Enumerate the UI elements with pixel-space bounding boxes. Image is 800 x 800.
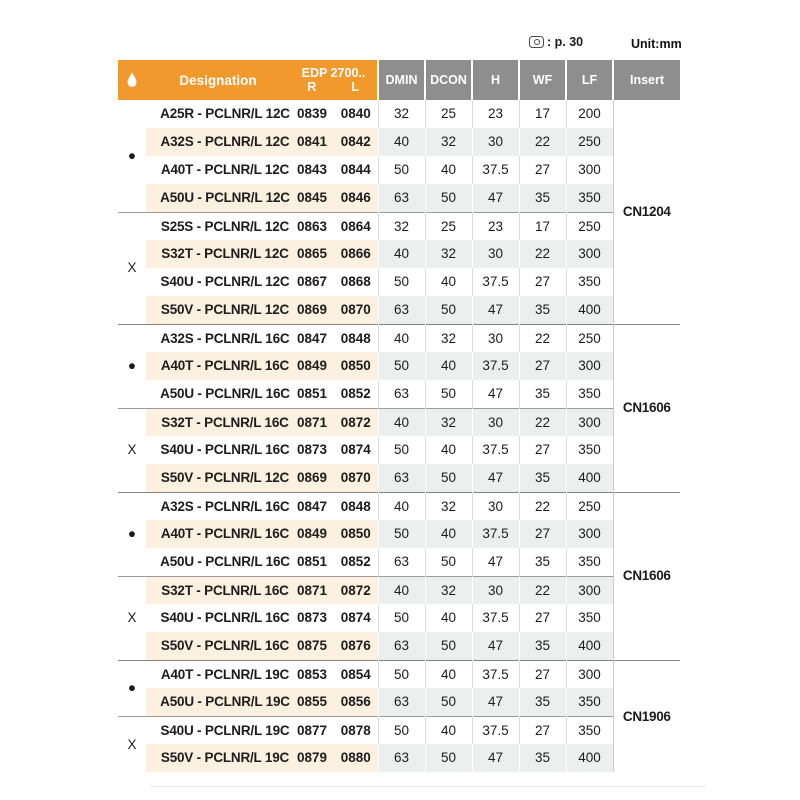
dcon-cell: 50: [425, 688, 472, 716]
designation-cell: A50U - PCLNR/L 12C: [146, 184, 290, 212]
h-cell: 47: [472, 688, 519, 716]
table-row: [118, 464, 680, 492]
edp-l-cell: 0872: [334, 576, 378, 604]
edp-l-cell: 0868: [340, 274, 371, 290]
h-cell: 23: [472, 212, 519, 240]
dcon-cell: 50: [425, 296, 472, 324]
insert-shape-icon-circle: [534, 39, 540, 45]
dmin-cell: 40: [378, 128, 425, 156]
droplet-icon: [118, 72, 146, 88]
coolant-marker-dot: ●: [118, 492, 146, 576]
lf-cell: 400: [566, 296, 613, 324]
wf-cell: 35: [519, 184, 566, 212]
h-cell: 47: [472, 548, 519, 576]
wf-cell: 35: [519, 548, 566, 576]
lf-cell: 250: [566, 128, 613, 156]
designation-cell: A40T - PCLNR/L 19C: [146, 660, 290, 688]
edp-l-cell: 0880: [334, 744, 378, 772]
dcon-cell: 50: [425, 548, 472, 576]
dmin-cell: 63: [378, 548, 425, 576]
lf-cell: 350: [566, 604, 613, 632]
lf-cell: 300: [566, 576, 613, 604]
coolant-marker-dot: ●: [118, 100, 146, 212]
wf-cell: 22: [519, 240, 566, 268]
h-cell: 37.5: [472, 520, 519, 548]
wf-cell: 27: [519, 436, 566, 464]
dmin-cell: 63: [378, 380, 425, 408]
wf-cell: 17: [519, 100, 566, 128]
table-body: [118, 100, 680, 772]
h-cell: 37.5: [472, 268, 519, 296]
wf-cell: 27: [519, 716, 566, 744]
wf-cell: 22: [519, 576, 566, 604]
lf-cell: 300: [566, 408, 613, 436]
designation-cell: S50V - PCLNR/L 19C: [146, 744, 290, 772]
edp-l-cell: 0854: [334, 660, 378, 688]
edp-r-cell: 0841: [290, 128, 334, 156]
dmin-cell: 32: [378, 100, 425, 128]
table-row: [118, 352, 680, 380]
designation-cell: S50V - PCLNR/L 16C: [146, 632, 290, 660]
insert-shape-note-label: : p. 30: [547, 35, 584, 49]
edp-r-cell: 0869: [290, 464, 334, 492]
dmin-cell: 50: [378, 352, 425, 380]
dcon-cell: 32: [425, 492, 472, 520]
table-header-row: [118, 60, 680, 100]
dcon-cell: 32: [425, 324, 472, 352]
table-row: [118, 492, 680, 520]
dmin-cell: 40: [378, 576, 425, 604]
lf-cell: 350: [566, 548, 613, 576]
h-cell: 37.5: [472, 716, 519, 744]
wf-cell: 27: [519, 352, 566, 380]
wf-cell: 22: [519, 492, 566, 520]
table-row: [118, 184, 680, 212]
table-row: [118, 716, 680, 744]
edp-l-cell: 0850: [334, 520, 378, 548]
wf-cell: 35: [519, 380, 566, 408]
wf-cell: 27: [519, 604, 566, 632]
dcon-cell: 32: [425, 128, 472, 156]
edp-l-cell: 0866: [334, 240, 378, 268]
edp-r-cell: 0843: [296, 162, 328, 178]
lf-cell: 400: [566, 632, 613, 660]
lf-cell: 400: [566, 744, 613, 772]
wf-column-header: WF: [519, 60, 566, 100]
dmin-cell: 50: [378, 604, 425, 632]
designation-cell: S50V - PCLNR/L 12C: [146, 296, 290, 324]
edp-r-cell: 0855: [290, 688, 334, 716]
edp-l-cell: 0870: [334, 296, 378, 324]
edp-l-cell: 0842: [334, 128, 378, 156]
h-cell: 30: [472, 240, 519, 268]
lf-cell: 350: [566, 380, 613, 408]
table-row: [118, 548, 680, 576]
wf-cell: 35: [519, 744, 566, 772]
coolant-marker-x: X: [118, 212, 146, 324]
dmin-cell: 63: [378, 184, 425, 212]
table-row: [118, 604, 680, 632]
dcon-cell: 50: [425, 744, 472, 772]
dcon-column-header: DCON: [425, 60, 472, 100]
designation-cell: S40U - PCLNR/L 12C: [160, 274, 290, 290]
edp-r-cell: 0851: [296, 386, 328, 401]
coolant-marker-dot: ●: [118, 324, 146, 408]
lf-cell: 350: [566, 716, 613, 744]
table-row: [118, 632, 680, 660]
h-cell: 30: [472, 324, 519, 352]
table-row: [118, 128, 680, 156]
table-row: [118, 688, 680, 716]
h-column-header: H: [472, 60, 519, 100]
dcon-cell: 25: [425, 212, 472, 240]
designation-cell: A40T - PCLNR/L 12C: [160, 162, 290, 178]
lf-cell: 300: [566, 352, 613, 380]
dmin-cell: 50: [378, 716, 425, 744]
designation-cell: S32T - PCLNR/L 16C: [146, 408, 290, 436]
dmin-column-header: DMIN: [378, 60, 425, 100]
insert-shape-icon: [529, 36, 544, 48]
wf-cell: 27: [519, 520, 566, 548]
h-cell: 47: [472, 184, 519, 212]
edp-l-cell: 0874: [340, 442, 371, 458]
h-cell: 30: [472, 576, 519, 604]
lf-cell: 350: [566, 268, 613, 296]
lf-cell: 250: [566, 212, 613, 240]
lf-cell: 400: [566, 464, 613, 492]
designation-cell: A32S - PCLNR/L 16C: [146, 324, 290, 352]
h-cell: 47: [472, 380, 519, 408]
wf-cell: 17: [519, 212, 566, 240]
table-row: [118, 744, 680, 772]
dmin-cell: 50: [378, 520, 425, 548]
table-row: [118, 324, 680, 352]
dcon-cell: 25: [425, 100, 472, 128]
edp-r-cell: 0849: [290, 520, 334, 548]
dmin-cell: 63: [378, 632, 425, 660]
table-row: [118, 268, 680, 296]
edp-r-header: R: [307, 79, 317, 94]
dmin-cell: 63: [378, 296, 425, 324]
wf-cell: 27: [519, 268, 566, 296]
edp-l-cell: 0850: [334, 352, 378, 380]
table-row: [118, 408, 680, 436]
edp-r-cell: 0877: [290, 716, 334, 744]
designation-cell: A40T - PCLNR/L 16C: [146, 520, 290, 548]
edp-l-cell: 0876: [334, 632, 378, 660]
dmin-cell: 50: [378, 156, 425, 184]
table-row: [118, 380, 680, 408]
h-cell: 47: [472, 296, 519, 324]
lf-cell: 250: [566, 492, 613, 520]
edp-l-cell: 0856: [334, 688, 378, 716]
edp-header-label: EDP 2700..: [301, 65, 366, 80]
edp-l-cell: 0872: [334, 408, 378, 436]
dmin-cell: 50: [378, 436, 425, 464]
lf-cell: 300: [566, 520, 613, 548]
coolant-marker-dot: ●: [118, 660, 146, 716]
edp-r-cell: 0871: [290, 576, 334, 604]
dcon-cell: 32: [425, 408, 472, 436]
dcon-cell: 32: [425, 576, 472, 604]
edp-l-cell: 0848: [334, 492, 378, 520]
edp-l-cell: 0852: [340, 386, 371, 401]
designation-cell: A40T - PCLNR/L 16C: [146, 352, 290, 380]
edp-r-cell: 0879: [290, 744, 334, 772]
h-cell: 23: [472, 100, 519, 128]
h-cell: 37.5: [472, 436, 519, 464]
lf-cell: 350: [566, 436, 613, 464]
dcon-cell: 40: [425, 716, 472, 744]
h-cell: 47: [472, 632, 519, 660]
insert-cell: CN1606: [613, 324, 680, 492]
insert-cell: CN1204: [613, 100, 680, 324]
dmin-cell: 63: [378, 744, 425, 772]
dcon-cell: 40: [425, 436, 472, 464]
page-bottom-rule: [150, 786, 706, 787]
edp-r-cell: 0873: [296, 442, 328, 458]
h-cell: 30: [472, 492, 519, 520]
h-cell: 30: [472, 408, 519, 436]
h-cell: 37.5: [472, 156, 519, 184]
table-row: [118, 212, 680, 240]
wf-cell: 35: [519, 688, 566, 716]
dcon-cell: 40: [425, 520, 472, 548]
lf-cell: 200: [566, 100, 613, 128]
h-cell: 37.5: [472, 604, 519, 632]
wf-cell: 22: [519, 408, 566, 436]
edp-l-cell: 0870: [334, 464, 378, 492]
coolant-marker-x: X: [118, 576, 146, 660]
wf-cell: 22: [519, 324, 566, 352]
edp-r-cell: 0869: [290, 296, 334, 324]
wf-cell: 27: [519, 660, 566, 688]
edp-l-cell: 0840: [340, 106, 371, 122]
edp-r-cell: 0847: [290, 492, 334, 520]
lf-column-header: LF: [566, 60, 613, 100]
edp-l-cell: 0846: [334, 184, 378, 212]
h-cell: 47: [472, 464, 519, 492]
lf-cell: 350: [566, 184, 613, 212]
h-cell: 30: [472, 128, 519, 156]
insert-cell: CN1906: [613, 660, 680, 772]
edp-r-cell: 0849: [290, 352, 334, 380]
table-row: [118, 240, 680, 268]
table-row: [118, 660, 680, 688]
dcon-cell: 40: [425, 604, 472, 632]
designation-cell: A25R - PCLNR/L 12C: [160, 106, 290, 122]
h-cell: 37.5: [472, 352, 519, 380]
designation-column-header: Designation: [146, 60, 290, 100]
edp-r-cell: 0867: [296, 274, 328, 290]
edp-r-cell: 0847: [290, 324, 334, 352]
dcon-cell: 50: [425, 184, 472, 212]
lf-cell: 350: [566, 688, 613, 716]
lf-cell: 300: [566, 240, 613, 268]
dmin-cell: 40: [378, 240, 425, 268]
insert-cell: CN1606: [613, 492, 680, 660]
table-row: [118, 436, 680, 464]
dmin-cell: 32: [378, 212, 425, 240]
dcon-cell: 40: [425, 156, 472, 184]
table-row: [118, 520, 680, 548]
wf-cell: 35: [519, 464, 566, 492]
designation-cell: S40U - PCLNR/L 19C: [146, 716, 290, 744]
table-row: [118, 156, 680, 184]
designation-cell: S32T - PCLNR/L 12C: [146, 240, 290, 268]
designation-cell: A32S - PCLNR/L 12C: [146, 128, 290, 156]
dmin-cell: 40: [378, 324, 425, 352]
dmin-cell: 50: [378, 268, 425, 296]
edp-l-cell: 0844: [340, 162, 371, 178]
dcon-cell: 50: [425, 632, 472, 660]
lf-cell: 300: [566, 156, 613, 184]
dcon-cell: 40: [425, 660, 472, 688]
lf-cell: 300: [566, 660, 613, 688]
edp-r-cell: 0863: [290, 212, 334, 240]
dmin-cell: 63: [378, 464, 425, 492]
edp-l-cell: 0852: [340, 554, 371, 569]
wf-cell: 35: [519, 632, 566, 660]
dmin-cell: 40: [378, 408, 425, 436]
edp-l-cell: 0864: [334, 212, 378, 240]
dcon-cell: 40: [425, 268, 472, 296]
wf-cell: 35: [519, 296, 566, 324]
designation-cell: A50U - PCLNR/L 16C: [160, 386, 290, 401]
designation-cell: A50U - PCLNR/L 16C: [160, 554, 290, 569]
dcon-cell: 32: [425, 240, 472, 268]
edp-r-cell: 0853: [290, 660, 334, 688]
edp-l-cell: 0878: [334, 716, 378, 744]
unit-label: Unit:mm: [631, 37, 682, 51]
dcon-cell: 50: [425, 380, 472, 408]
dcon-cell: 40: [425, 352, 472, 380]
designation-cell: S32T - PCLNR/L 16C: [146, 576, 290, 604]
edp-l-header: L: [351, 79, 360, 94]
designation-cell: S25S - PCLNR/L 12C: [146, 212, 290, 240]
edp-r-cell: 0875: [290, 632, 334, 660]
table-row: [118, 576, 680, 604]
edp-r-cell: 0865: [290, 240, 334, 268]
lf-cell: 250: [566, 324, 613, 352]
edp-r-cell: 0845: [290, 184, 334, 212]
h-cell: 37.5: [472, 660, 519, 688]
designation-cell: A50U - PCLNR/L 19C: [146, 688, 290, 716]
edp-column-header: [290, 60, 378, 100]
insert-shape-note: [529, 35, 583, 49]
coolant-marker-x: X: [118, 716, 146, 772]
designation-cell: S50V - PCLNR/L 12C: [146, 464, 290, 492]
edp-l-cell: 0874: [340, 610, 371, 626]
edp-r-cell: 0839: [296, 106, 328, 122]
wf-cell: 22: [519, 128, 566, 156]
edp-l-cell: 0848: [334, 324, 378, 352]
designation-cell: S40U - PCLNR/L 16C: [160, 442, 290, 458]
dmin-cell: 63: [378, 688, 425, 716]
coolant-marker-x: X: [118, 408, 146, 492]
designation-cell: S40U - PCLNR/L 16C: [160, 610, 290, 626]
catalog-table: [118, 60, 680, 772]
dmin-cell: 40: [378, 492, 425, 520]
coolant-column-header: [118, 60, 146, 100]
edp-r-cell: 0871: [290, 408, 334, 436]
wf-cell: 27: [519, 156, 566, 184]
h-cell: 47: [472, 744, 519, 772]
insert-column-header: Insert: [613, 60, 680, 100]
designation-cell: A32S - PCLNR/L 16C: [146, 492, 290, 520]
dmin-cell: 50: [378, 660, 425, 688]
dcon-cell: 50: [425, 464, 472, 492]
table-row: [118, 100, 680, 128]
table-row: [118, 296, 680, 324]
edp-r-cell: 0873: [296, 610, 328, 626]
edp-r-cell: 0851: [296, 554, 328, 569]
